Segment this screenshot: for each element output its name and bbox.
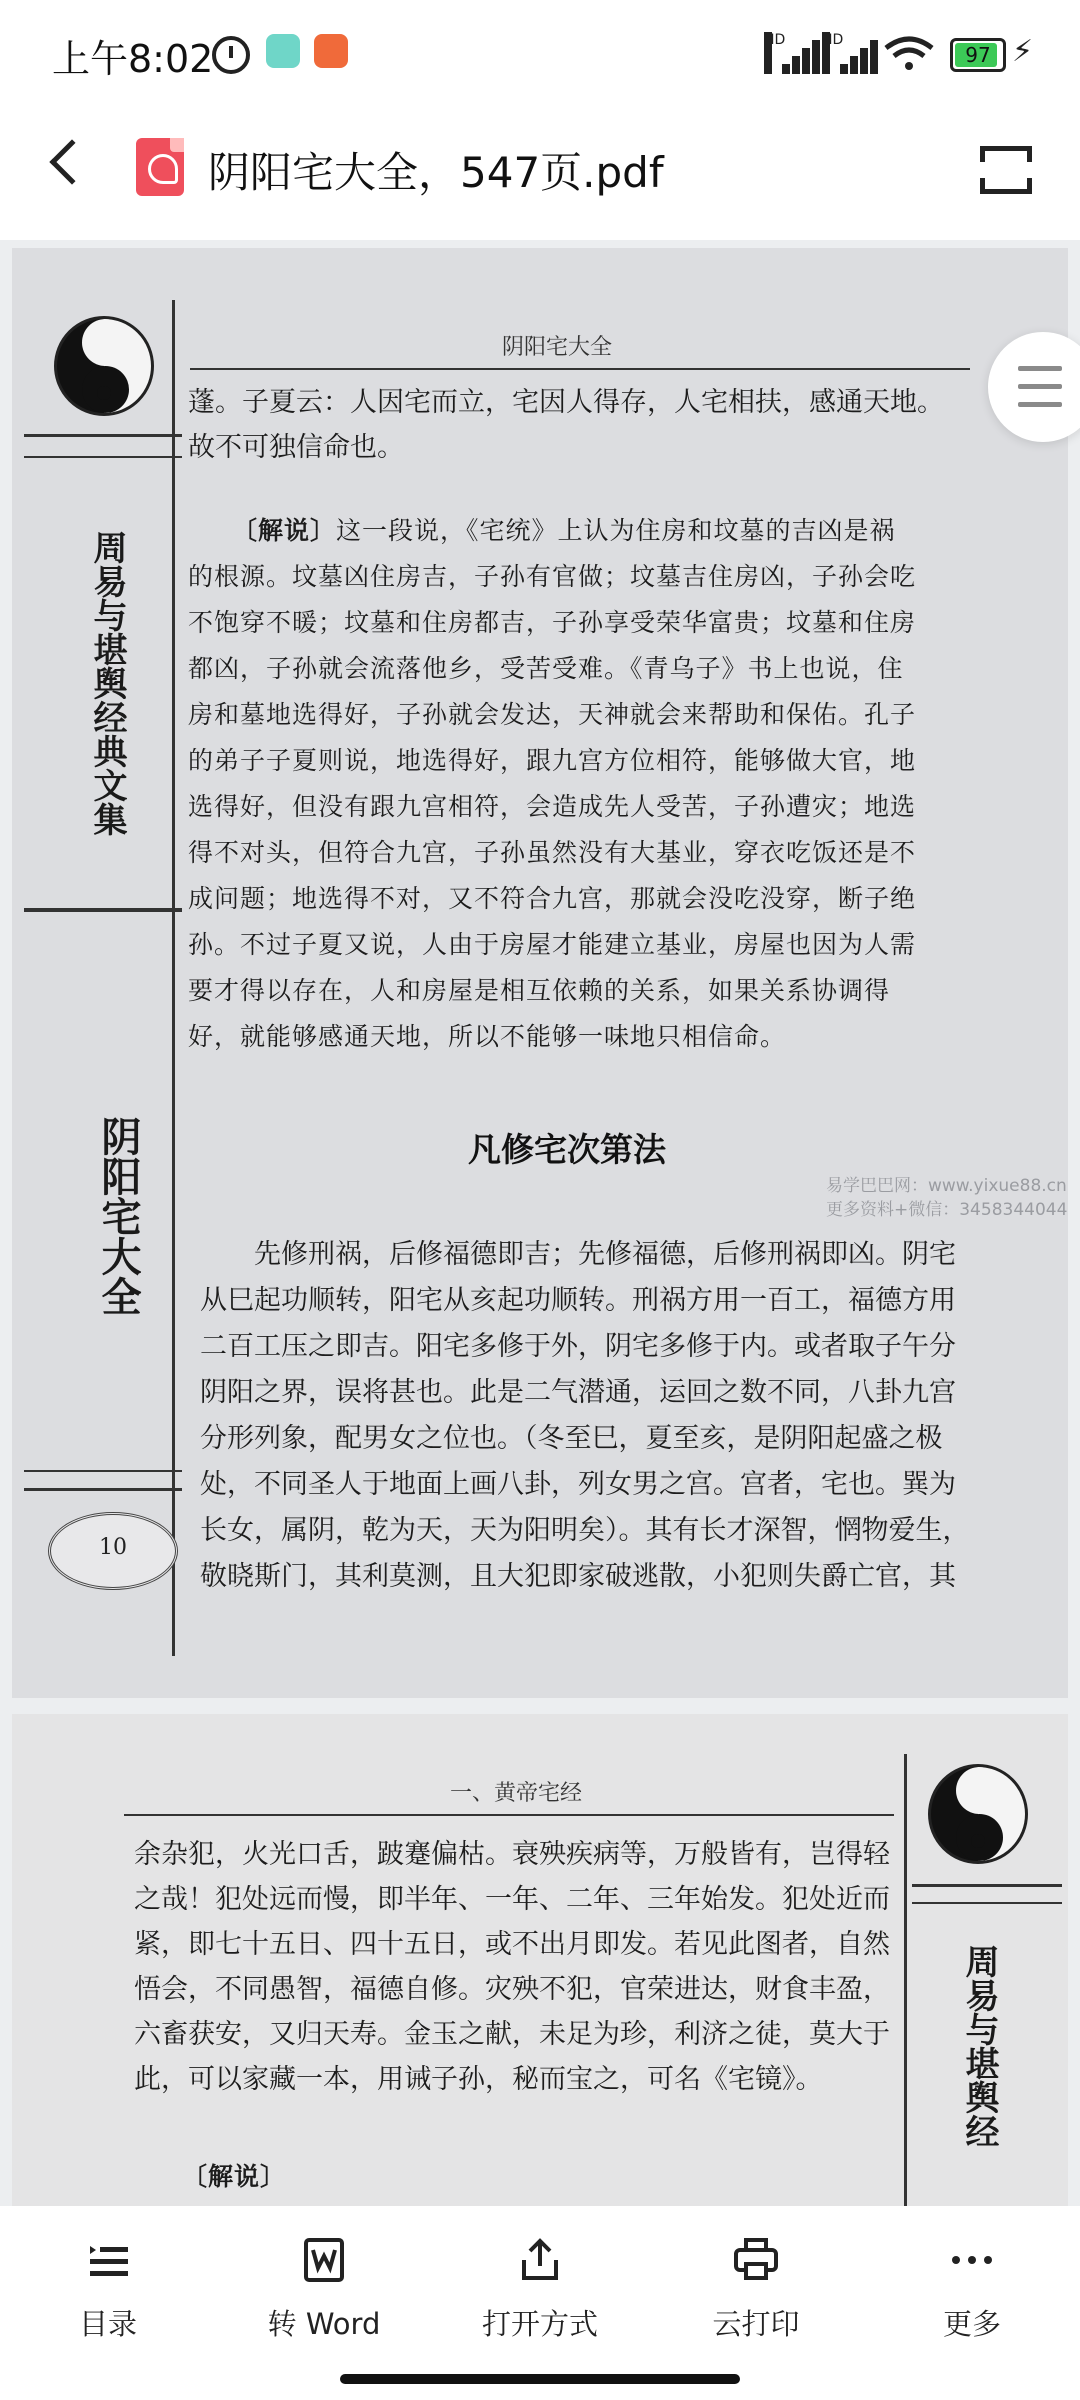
more-icon <box>948 2236 996 2284</box>
toolbar-label: 目录 <box>78 2307 137 2341</box>
running-head: 阴阳宅大全 <box>502 335 613 360</box>
yin-yang-dot <box>97 386 111 400</box>
body-paragraph: 余杂犯，火光口舌，跛蹇偏枯。衰殃疾病等，万般皆有，岂得轻 之哉！犯处远而慢，即半年、一年、二年、三年始发。犯处近而 紧，即七十五日、四十五日，或不出月即发。若见此图者，自然 悟会，不同愚智，福德自修。灾殃不犯，官荣进达，财食丰盈， 六畜获安，又归天寿。金玉之献，未足为珍，利济之徒，莫大于 此，可以家藏一本，用诫子孙，秘而宝之，可名《宅镜》。 <box>134 1839 890 2095</box>
side-series-title: 周易与堪舆经 <box>959 1944 999 2148</box>
commentary-paragraph: 〔解说〕这一段说，《宅统》上认为住房和坟墓的吉凶是祸 的根源。坟墓凶住房吉，子孙有官做；坟墓吉住房凶，子孙会吃 不饱穿不暖；坟墓和住房都吉，子孙享受荣华富贵；坟墓和住房 都凶，子孙就会流落他乡，受苦受难。《青乌子》书上也说，住 房和墓地选得好，子孙就会发达，天神就会来帮助和保佑。孔子 的弟子子夏则说，地选得好，跟九宫方位相符，能够做大官，地 选得好，但没有跟九宫相符，会造成先人受苦，子孙遭灾；地选 得不对头，但符合九宫，子孙虽然没有大基业，穿衣吃饭还是不 成问题；地选得不对，又不符合九宫，那就会没吃没穿，断子绝 孙。不过子夏又说，人由于房屋才能建立基业，房屋也因为人需 要才得以存在，人和房屋是相互依赖的关系，如果关系协调得 好，就能够感通天地，所以不能够一味地只相信命。 <box>188 516 917 1051</box>
side-series-title: 周易与堪舆经典文集 <box>87 530 127 836</box>
status-bar <box>0 0 1080 100</box>
toolbar-label: 打开方式 <box>481 2307 598 2341</box>
toolbar-item-contents[interactable] <box>28 2236 188 2343</box>
toolbar-label: 更多 <box>942 2307 1001 2341</box>
document-title: 阴阳宅大全，547页.pdf <box>208 148 664 197</box>
header-rule <box>190 368 970 370</box>
home-indicator[interactable] <box>340 2374 740 2384</box>
divider <box>24 1488 182 1491</box>
pdf-viewer[interactable] <box>0 240 1080 2206</box>
toolbar-label: 转 Word <box>267 2307 381 2341</box>
list-icon <box>84 2236 132 2284</box>
margin-rule <box>172 300 175 1656</box>
signal-strength-icon: HD <box>764 34 820 74</box>
divider <box>24 434 182 437</box>
mi-app-notification-icon <box>314 34 348 68</box>
section-title: 凡修宅次第法 <box>468 1130 666 1169</box>
page-number: 10 <box>48 1512 178 1590</box>
charging-icon: ⚡ <box>1012 34 1034 69</box>
divider <box>912 1884 1062 1887</box>
back-icon[interactable] <box>49 139 94 184</box>
toolbar-item-cloud-print[interactable] <box>676 2236 836 2343</box>
divider <box>24 456 182 458</box>
header-rule <box>124 1814 894 1816</box>
commentary-label: 〔解说〕 <box>182 2162 287 2191</box>
battery-level: 97 <box>965 43 991 67</box>
yin-yang-icon <box>54 316 154 416</box>
fullscreen-icon[interactable] <box>980 146 1032 194</box>
app-notification-icon <box>266 34 300 68</box>
divider <box>24 1470 182 1472</box>
divider <box>912 1902 1062 1904</box>
document-header <box>0 100 1080 240</box>
alarm-icon <box>212 36 250 74</box>
body-paragraph: 蓬。子夏云：人因宅而立，宅因人得存，人宅相扶，感通天地。 故不可独信命也。 <box>188 387 944 463</box>
toolbar-item-to-word[interactable] <box>244 2236 404 2343</box>
running-head: 一、黄帝宅经 <box>450 1781 583 1806</box>
yin-yang-dot <box>971 1786 985 1800</box>
signal-strength-icon-2: HD <box>822 34 878 74</box>
divider <box>24 908 182 912</box>
toolbar-item-open-with[interactable] <box>460 2236 620 2343</box>
status-time: 上午8:02 <box>52 37 214 81</box>
wifi-icon <box>884 36 934 72</box>
toolbar-item-more[interactable] <box>892 2236 1052 2343</box>
yin-yang-icon <box>928 1764 1028 1864</box>
toolbar-label: 云打印 <box>712 2307 800 2341</box>
yin-yang-dot <box>97 338 111 352</box>
bottom-toolbar <box>0 2206 1080 2400</box>
battery-icon <box>950 38 1006 72</box>
watermark: 易学巴巴网：www.yixue88.cn 更多资料+微信：3458344044 <box>826 1176 1068 1220</box>
pdf-page <box>12 248 1068 1698</box>
share-icon <box>516 2236 564 2284</box>
yin-yang-dot <box>971 1834 985 1848</box>
section-paragraph: 先修刑祸，后修福德即吉；先修福德，后修刑祸即凶。阴宅 从巳起功顺转，阳宅从亥起功顺转。刑祸方用一百工，福德方用 二百工压之即吉。阳宅多修于外，阴宅多修于内。或者取子午分 阴阳之界，误将甚也。此是二气潜通，运回之数不同，八卦九宫 分形列象，配男女之位也。（冬至巳，夏至亥，是阴阳起盛之极 处，不同圣人于地面上画八卦，列女男之宫。宫者，宅也。巽为 长女，属阴，乾为天，天为阳明矣）。其有长才深智，惘物爱生， 敬晓斯门，其利莫测，且大犯即家破逃散，小犯则失爵亡官，其 <box>200 1239 970 1592</box>
margin-rule <box>904 1754 907 2206</box>
pdf-page <box>12 1714 1068 2206</box>
pdf-file-icon <box>136 138 184 196</box>
printer-icon <box>732 2236 780 2284</box>
side-book-title: 阴阳宅大全 <box>95 1116 142 1316</box>
word-icon <box>300 2236 348 2284</box>
